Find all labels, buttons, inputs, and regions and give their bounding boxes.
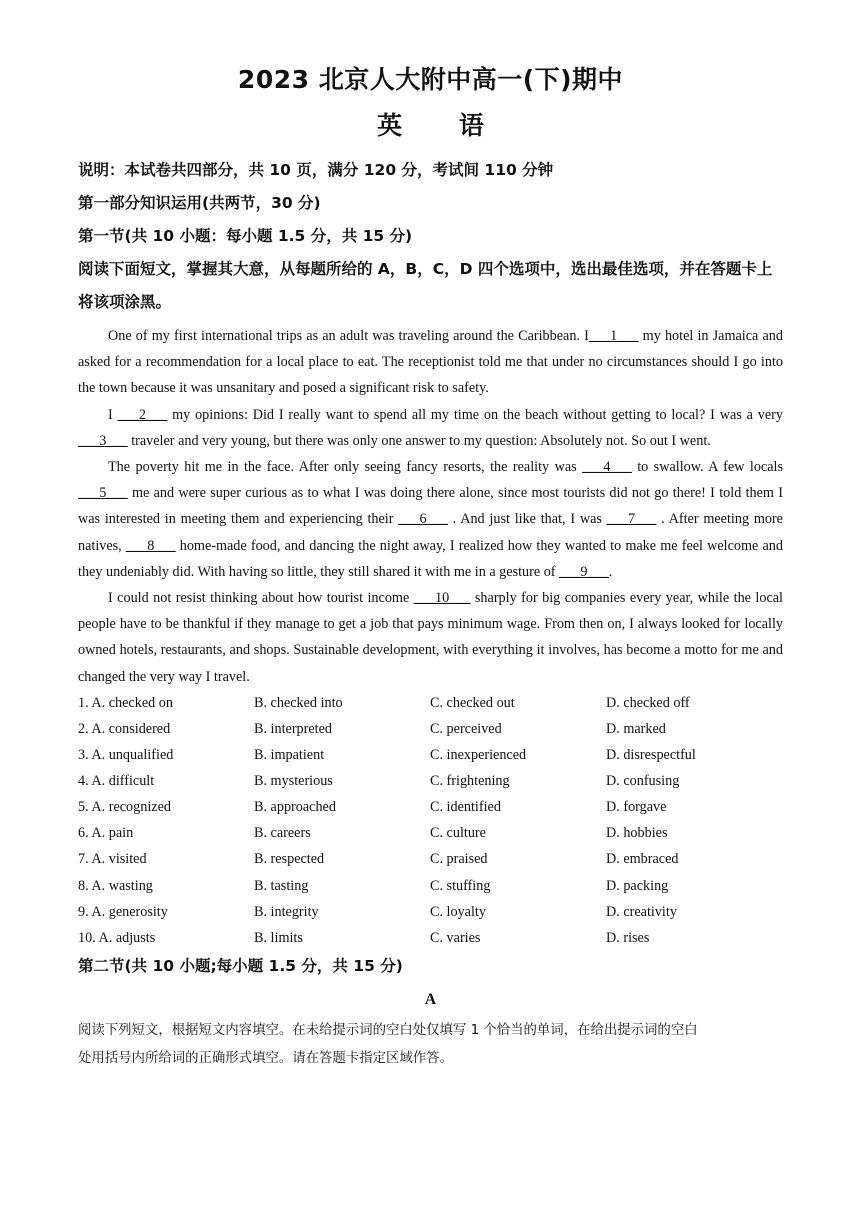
option-choice: C. perceived xyxy=(430,720,502,737)
blank-marker: ___5___ xyxy=(78,485,128,502)
option-choice: D. hobbies xyxy=(606,825,668,842)
option-choice: 6. A. pain xyxy=(78,825,134,842)
section2-instruction-line-1: 阅读下列短文，根据短文内容填空。在未给提示词的空白处仅填写 1 个恰当的单词，在给出提示词的空白 xyxy=(78,1022,698,1038)
blank-marker: ___1___ xyxy=(588,328,639,344)
option-row xyxy=(78,768,783,794)
section2-heading: 第二节(共 10 小题;每小题 1.5 分，共 15 分) xyxy=(78,956,403,975)
option-choice: D. rises xyxy=(606,929,650,946)
option-choice: D. packing xyxy=(606,877,669,894)
passage-paragraph xyxy=(78,585,783,690)
passage-text: One of my first international trips as an adult was traveling around the Caribbean. I xyxy=(108,328,589,344)
option-choice: D. confusing xyxy=(606,773,680,790)
option-choice: C. varies xyxy=(430,929,481,946)
option-choice: B. integrity xyxy=(254,903,319,920)
option-choice: C. praised xyxy=(430,851,488,868)
option-choice: C. inexperienced xyxy=(430,747,527,764)
subject-title: 英 语 xyxy=(377,111,484,140)
passage-text: . After meeting more natives, xyxy=(78,511,783,554)
option-choice: B. mysterious xyxy=(254,773,333,790)
option-choice: C. loyalty xyxy=(430,903,486,920)
exam-title: 2023 北京人大附中高一(下)期中 xyxy=(237,65,624,94)
section1-heading: 第一节(共 10 小题：每小题 1.5 分，共 15 分) xyxy=(78,227,413,245)
option-choice: 8. A. wasting xyxy=(78,877,153,894)
option-row xyxy=(78,925,783,951)
option-choice: D. checked off xyxy=(606,694,690,711)
option-row xyxy=(78,716,783,742)
option-choice: D. marked xyxy=(606,720,666,737)
passage-text: my opinions: Did I really want to spend all my time on the beach without getting to local? I was a very xyxy=(167,406,783,423)
passage-text: traveler and very young, but there was only one answer to my question: Absolutely not. So out I went. xyxy=(127,432,711,449)
passage-text: The poverty hit me in the face. After only seeing fancy resorts, the reality was xyxy=(108,459,583,476)
passage-text: sharply for big companies every year, while the local people have to be thankful if they manage to get a job that pays minimum wage. From then on, I always looked for locally owned hotels, restaurants, and shops. Sustainable development, with everything it involves, has become a motto for me and changed the very way I travel. xyxy=(78,590,783,685)
section1-instruction: 阅读下面短文，掌握其大意，从每题所给的 A，B，C，D 四个选项中，选出最佳选项，并在答题卡上将该项涂黑。 xyxy=(78,260,773,311)
option-choice: C. frightening xyxy=(430,773,510,790)
option-row xyxy=(78,794,783,820)
option-choice: C. identified xyxy=(430,799,501,816)
blank-marker: ___6___ xyxy=(398,511,448,528)
option-choice: B. approached xyxy=(254,799,336,816)
option-choice: B. respected xyxy=(254,851,325,868)
section2-instruction-line-2: 处用括号内所给词的正确形式填空。请在答题卡指定区域作答。 xyxy=(78,1050,453,1066)
blank-marker: ___10___ xyxy=(413,590,471,607)
option-choice: B. tasting xyxy=(254,877,309,894)
part1-heading: 第一部分知识运用(共两节，30 分) xyxy=(78,194,321,212)
option-row xyxy=(78,873,783,899)
blank-marker: ___9___ xyxy=(559,563,609,580)
blank-marker: ___7___ xyxy=(606,511,657,528)
option-row xyxy=(78,690,783,716)
passage-text: home-made food, and dancing the night away, I realized how they wanted to make me feel welcome and they undeniably did. With having so little, they still shared it with me in a gesture of xyxy=(78,537,783,580)
passage-text: me and were super curious as to what I was doing there alone, since most tourists did not go there! I told them I was interested in meeting them and experiencing their xyxy=(78,485,783,528)
option-choice: 7. A. visited xyxy=(78,851,147,868)
passage-paragraph xyxy=(78,454,783,585)
passage-text: . xyxy=(608,563,613,580)
option-choice: 9. A. generosity xyxy=(78,903,168,920)
option-choice: D. disrespectful xyxy=(606,747,696,764)
option-choice: 1. A. checked on xyxy=(78,694,173,711)
option-choice: 10. A. adjusts xyxy=(78,929,156,946)
option-row xyxy=(78,846,783,872)
option-choice: B. interpreted xyxy=(254,720,333,737)
option-row xyxy=(78,899,783,925)
passage-paragraph xyxy=(78,323,783,402)
cloze-passage xyxy=(78,323,783,690)
option-choice: 2. A. considered xyxy=(78,720,171,737)
passage-paragraph xyxy=(78,402,783,454)
passage-text: my hotel in Jamaica and asked for a recommendation for a local place to eat. The receptionist told me that under no circumstances should I go into the town because it was unsanitary and posed a significant risk to safety. xyxy=(78,328,783,397)
blank-marker: ___2___ xyxy=(117,406,168,423)
answer-options xyxy=(78,690,783,951)
option-choice: C. culture xyxy=(430,825,486,842)
option-choice: B. careers xyxy=(254,825,311,842)
blank-marker: ___4___ xyxy=(582,459,632,476)
option-row xyxy=(78,742,783,768)
option-choice: D. forgave xyxy=(606,799,667,816)
exam-note: 说明：本试卷共四部分，共 10 页，满分 120 分，考试间 110 分钟 xyxy=(78,161,554,179)
option-choice: 4. A. difficult xyxy=(78,773,155,790)
option-choice: C. stuffing xyxy=(430,877,491,894)
passage-text: . And just like that, I was xyxy=(447,511,607,528)
option-choice: 5. A. recognized xyxy=(78,799,171,816)
option-choice: B. impatient xyxy=(254,747,325,764)
option-choice: B. limits xyxy=(254,929,303,946)
blank-marker: ___8___ xyxy=(125,537,176,554)
blank-marker: ___3___ xyxy=(78,432,128,449)
passage-text: I could not resist thinking about how tourist income xyxy=(108,590,414,607)
section2-sub-label: A xyxy=(424,990,437,1008)
option-choice: 3. A. unqualified xyxy=(78,747,174,764)
option-choice: D. creativity xyxy=(606,903,677,920)
option-row xyxy=(78,820,783,846)
exam-page xyxy=(78,60,783,1073)
option-choice: B. checked into xyxy=(254,694,343,711)
passage-text: I xyxy=(108,406,118,423)
option-choice: D. embraced xyxy=(606,851,679,868)
passage-text: to swallow. A few locals xyxy=(631,459,783,476)
option-choice: C. checked out xyxy=(430,694,515,711)
